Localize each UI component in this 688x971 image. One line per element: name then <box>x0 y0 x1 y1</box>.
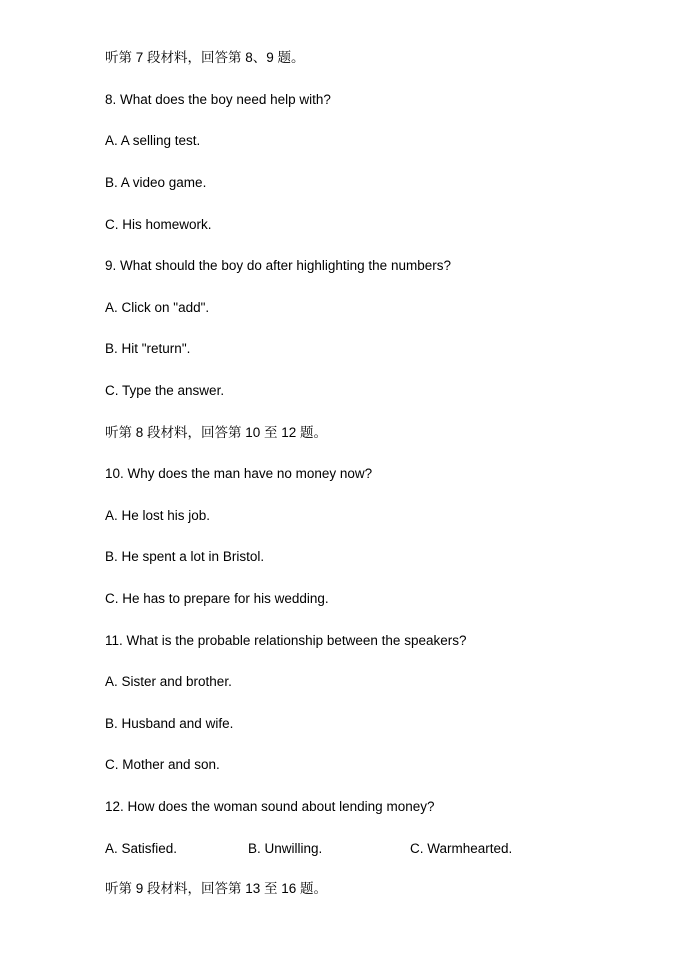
question-8-option-b: B. A video game. <box>105 175 207 190</box>
question-8-option-c: C. His homework. <box>105 217 212 232</box>
section-7-header: 听第 7 段材料，回答第 8、9 题。 <box>105 50 305 65</box>
question-11-option-c: C. Mother and son. <box>105 757 220 772</box>
question-12-option-a: A. Satisfied. <box>105 841 178 856</box>
question-9-option-b: B. Hit "return". <box>105 341 191 356</box>
question-12: 12. How does the woman sound about lending money? <box>105 799 435 814</box>
question-10-option-a: A. He lost his job. <box>105 508 211 523</box>
question-12-option-b: B. Unwilling. <box>248 841 323 856</box>
question-11: 11. What is the probable relationship between the speakers? <box>105 633 467 648</box>
question-11-option-a: A. Sister and brother. <box>105 674 232 689</box>
question-12-option-c: C. Warmhearted. <box>410 841 513 856</box>
question-8: 8. What does the boy need help with? <box>105 92 331 107</box>
question-10: 10. Why does the man have no money now? <box>105 466 373 481</box>
question-9: 9. What should the boy do after highlighting the numbers? <box>105 258 451 273</box>
section-9-header: 听第 9 段材料，回答第 13 至 16 题。 <box>105 881 328 896</box>
question-9-option-a: A. Click on "add". <box>105 300 210 315</box>
question-11-option-b: B. Husband and wife. <box>105 716 234 731</box>
question-8-option-a: A. A selling test. <box>105 133 201 148</box>
question-10-option-c: C. He has to prepare for his wedding. <box>105 591 329 606</box>
section-8-header: 听第 8 段材料，回答第 10 至 12 题。 <box>105 425 328 440</box>
question-9-option-c: C. Type the answer. <box>105 383 225 398</box>
question-10-option-b: B. He spent a lot in Bristol. <box>105 549 265 564</box>
